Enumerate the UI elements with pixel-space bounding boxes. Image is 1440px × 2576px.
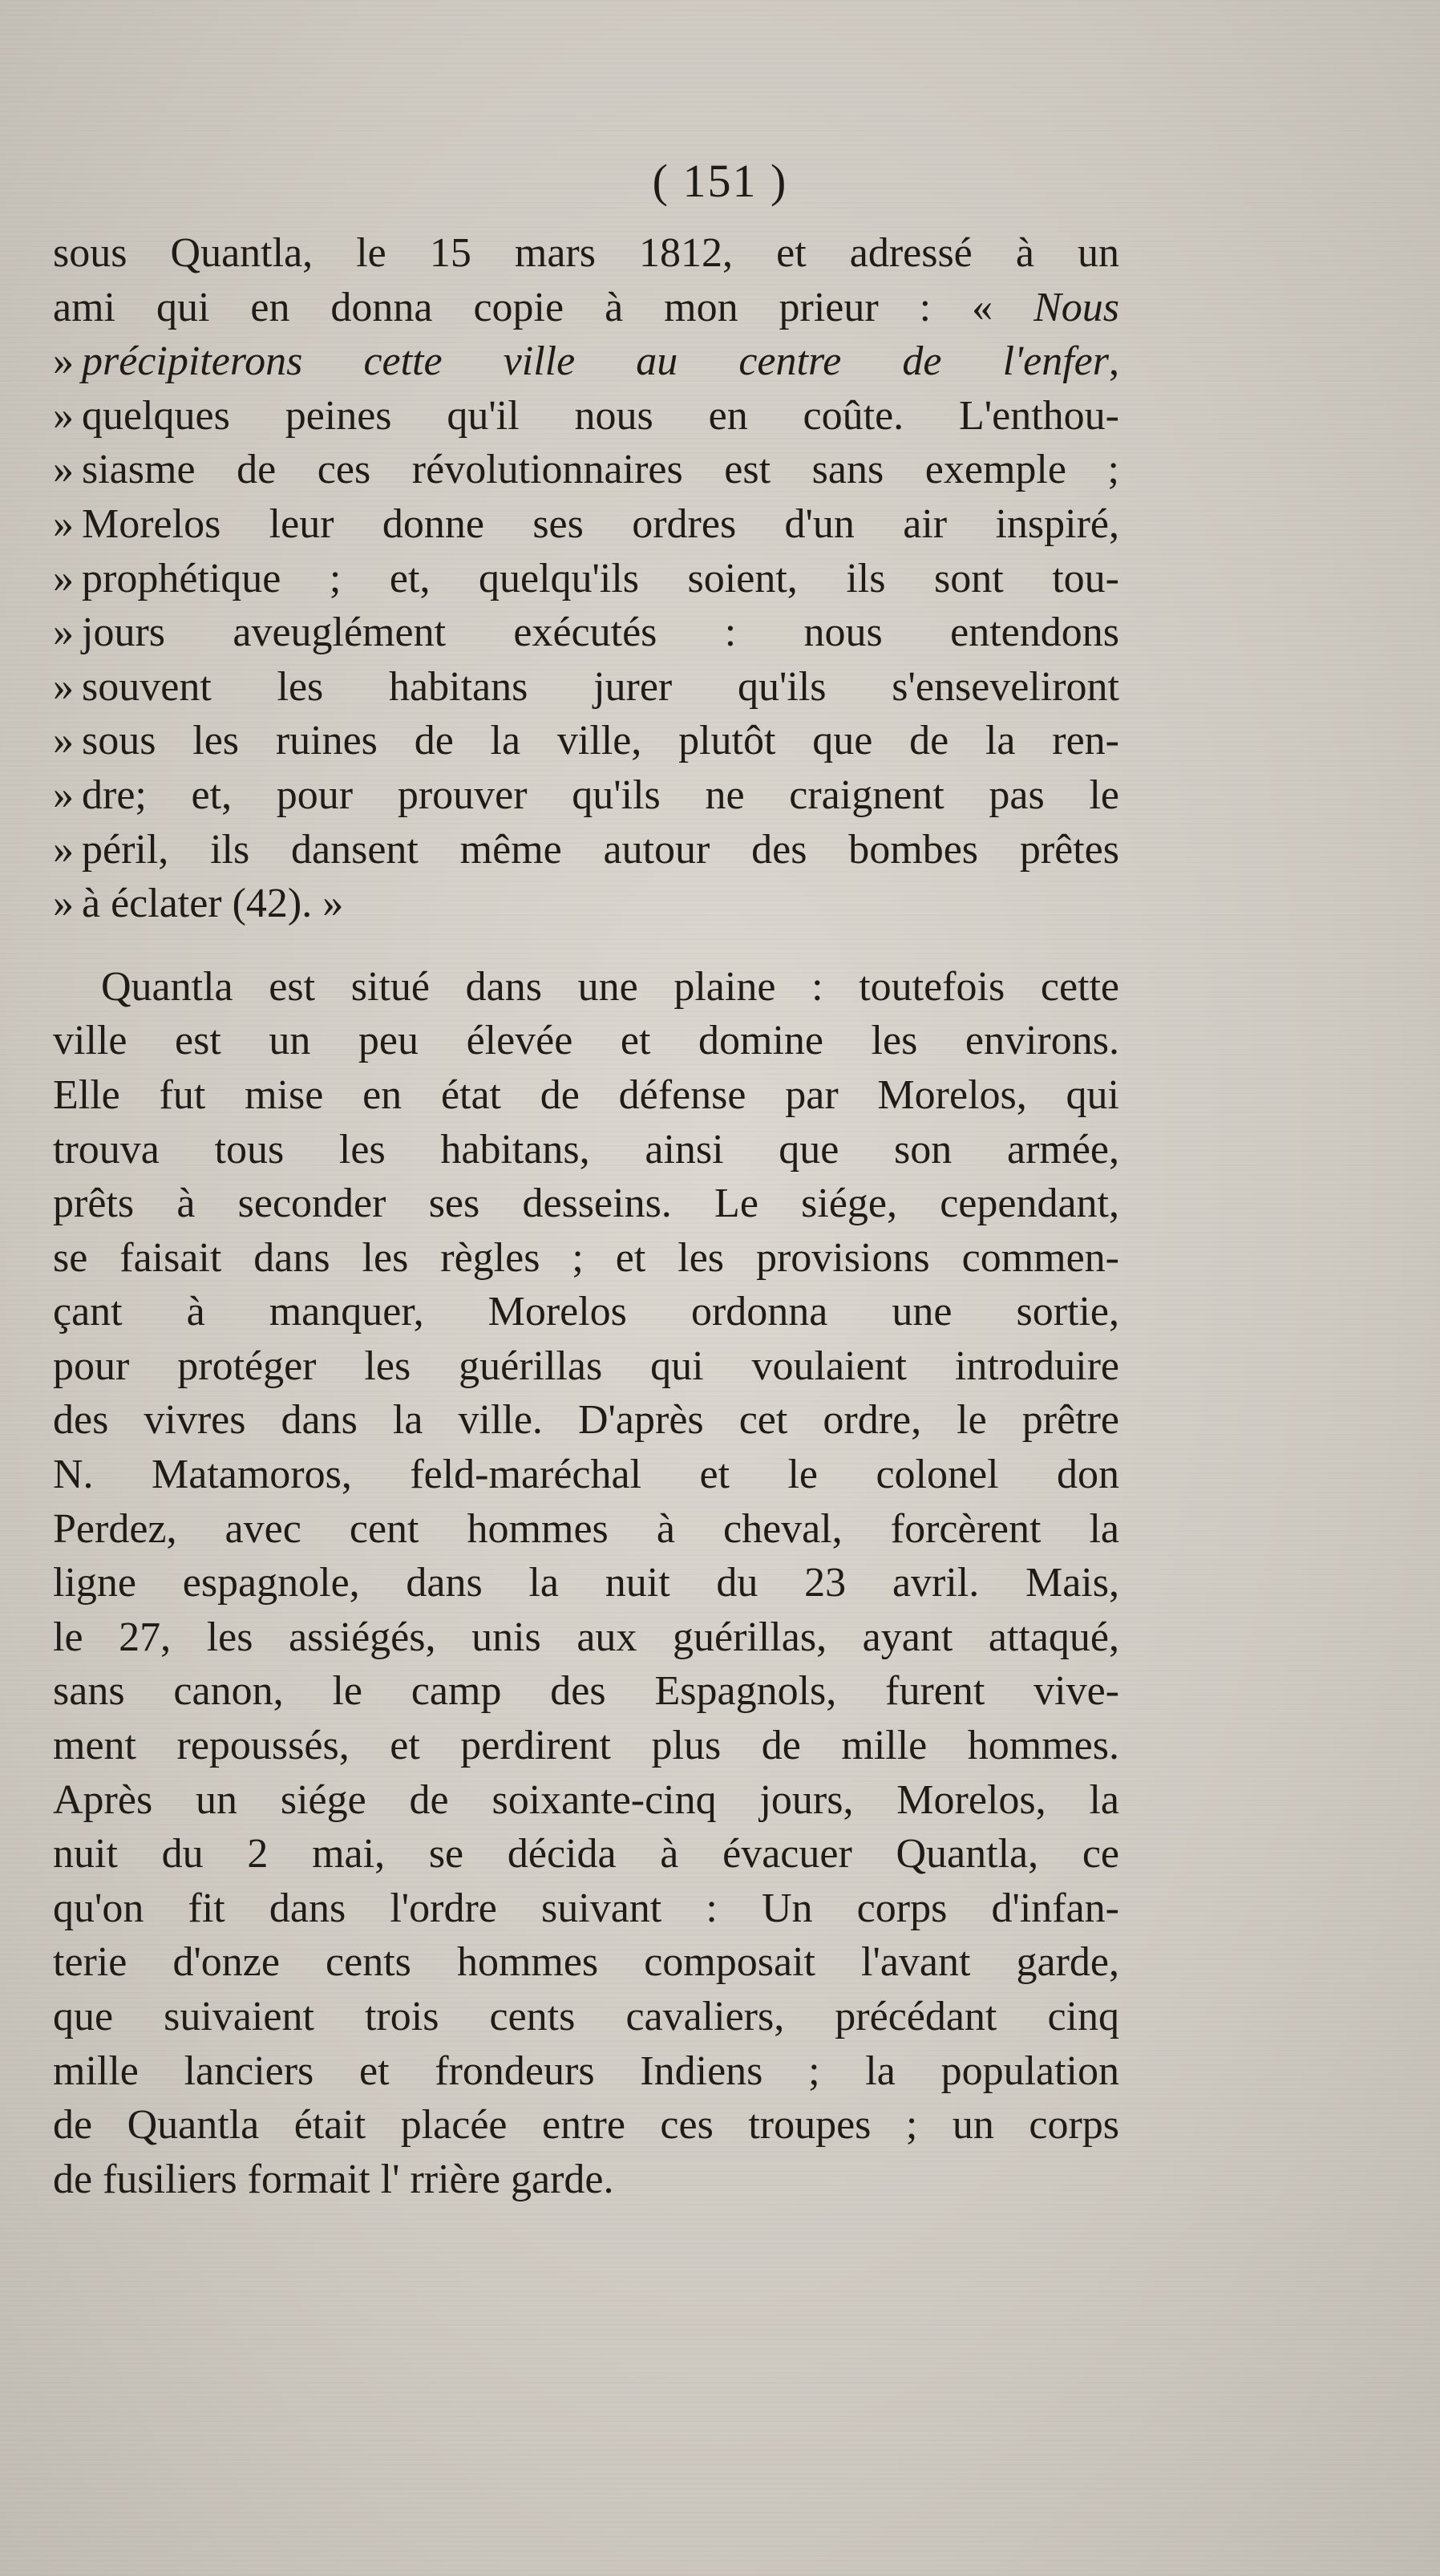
line-text: çant à manquer, Morelos ordonna une sortie, (53, 1289, 1119, 1335)
text-line (53, 443, 1119, 497)
quote-mark: » (53, 500, 74, 547)
quote-mark: » (53, 663, 74, 710)
text-line (53, 552, 1119, 606)
line-text: ami qui en donna copie à mon prieur : « (53, 284, 1034, 330)
line-text: Perdez, avec cent hommes à cheval, forcèrent la (53, 1505, 1119, 1552)
text-line (53, 1773, 1119, 1828)
line-text: qu'on fit dans l'ordre suivant : Un corps d'infan- (53, 1885, 1119, 1931)
text-line (53, 1719, 1119, 1773)
line-text: Quantla est situé dans une plaine : toutefois cette (101, 963, 1119, 1010)
line-text: péril, ils dansent même autour des bombes prêtes (82, 826, 1119, 873)
italic-text: Nous (1033, 284, 1119, 330)
text-line (53, 1014, 1119, 1068)
text-line (53, 1339, 1119, 1394)
quote-mark: » (53, 447, 74, 493)
text-line (53, 281, 1119, 335)
line-text: dre; et, pour prouver qu'ils ne craignent pas le (82, 772, 1119, 818)
text-line (53, 1827, 1119, 1881)
text-line (53, 1448, 1119, 1502)
text-line (53, 2098, 1119, 2153)
text-line (53, 960, 1119, 1015)
text-line (53, 1935, 1119, 1990)
line-text: quelques peines qu'il nous en coûte. L'enthou- (82, 392, 1119, 439)
line-text: N. Matamoros, feld-maréchal et le colonel don (53, 1452, 1119, 1498)
line-text: Morelos leur donne ses ordres d'un air inspiré, (82, 500, 1119, 547)
line-text: se faisait dans les règles ; et les provisions commen- (53, 1234, 1119, 1281)
line-text: Après un siége de soixante-cinq jours, Morelos, la (53, 1776, 1119, 1823)
text-line (53, 1556, 1119, 1610)
line-text: à éclater (42). » (82, 881, 344, 927)
paragraph-gap (53, 931, 1119, 960)
text-line (53, 226, 1119, 281)
line-text: sous Quantla, le 15 mars 1812, et adressé à un (53, 230, 1119, 276)
text-line (53, 2153, 1119, 2207)
body-text (53, 226, 1119, 2206)
text-line (53, 877, 1119, 931)
line-text: des vivres dans la ville. D'après cet ordre, le prêtre (53, 1397, 1119, 1444)
line-text: le 27, les assiégés, unis aux guérillas, ayant attaqué, (53, 1614, 1119, 1660)
quote-mark: » (53, 772, 74, 818)
text-line (53, 389, 1119, 444)
line-text: jours aveuglément exécutés : nous entendons (82, 610, 1119, 656)
text-line (53, 660, 1119, 715)
line-text: terie d'onze cents hommes composait l'avant garde, (53, 1939, 1119, 1986)
text-line (53, 497, 1119, 552)
line-text: ligne espagnole, dans la nuit du 23 avril. Mais, (53, 1560, 1119, 1606)
text-line (53, 1068, 1119, 1123)
text-line (53, 1231, 1119, 1286)
text-line (53, 1285, 1119, 1339)
quote-mark: » (53, 338, 74, 385)
line-text: prêts à seconder ses desseins. Le siége, cependant, (53, 1181, 1119, 1227)
quote-mark: » (53, 718, 74, 764)
text-line (53, 1393, 1119, 1448)
text-line (53, 606, 1119, 660)
line-text: que suivaient trois cents cavaliers, précédant cinq (53, 1994, 1119, 2039)
text-line (53, 1123, 1119, 1177)
line-text: prophétique ; et, quelqu'ils soient, ils sont tou- (82, 555, 1119, 601)
line-text: sous les ruines de la ville, plutôt que de la ren- (82, 718, 1119, 764)
text-line (53, 334, 1119, 389)
page-number: ( 151 ) (652, 155, 788, 207)
text-line (53, 1502, 1119, 1557)
line-text: mille lanciers et frondeurs Indiens ; la population (53, 2047, 1119, 2094)
line-text: pour protéger les guérillas qui voulaient introduire (53, 1343, 1119, 1389)
text-line (53, 1990, 1119, 2044)
line-text: de fusiliers formait l' rrière garde. (53, 2156, 614, 2202)
line-text: ville est un peu élevée et domine les environs. (53, 1018, 1119, 1064)
italic-text: précipiterons cette ville au centre de l'enfer (82, 338, 1109, 385)
text-line (53, 714, 1119, 768)
line-text: siasme de ces révolutionnaires est sans exemple ; (82, 447, 1119, 493)
text-line (53, 2044, 1119, 2099)
text-line (53, 1177, 1119, 1231)
text-line (53, 1610, 1119, 1665)
line-text: ment repoussés, et perdirent plus de mille hommes. (53, 1723, 1119, 1769)
quote-mark: » (53, 392, 74, 439)
text-line (53, 768, 1119, 823)
line-text: Elle fut mise en état de défense par Morelos, qui (53, 1071, 1119, 1118)
line-text: de Quantla était placée entre ces troupes ; un corps (53, 2102, 1119, 2149)
line-text: nuit du 2 mai, se décida à évacuer Quantla, ce (53, 1831, 1119, 1877)
text-line (53, 1664, 1119, 1719)
text-line (53, 823, 1119, 877)
line-text: sans canon, le camp des Espagnols, furent vive- (53, 1668, 1119, 1715)
line-text: souvent les habitans jurer qu'ils s'enseveliront (82, 663, 1119, 710)
quote-mark: » (53, 610, 74, 656)
quote-mark: » (53, 881, 74, 927)
line-text: , (1109, 338, 1119, 385)
text-line (53, 1881, 1119, 1936)
quote-mark: » (53, 555, 74, 601)
line-text: trouva tous les habitans, ainsi que son armée, (53, 1126, 1119, 1173)
quote-mark: » (53, 826, 74, 873)
